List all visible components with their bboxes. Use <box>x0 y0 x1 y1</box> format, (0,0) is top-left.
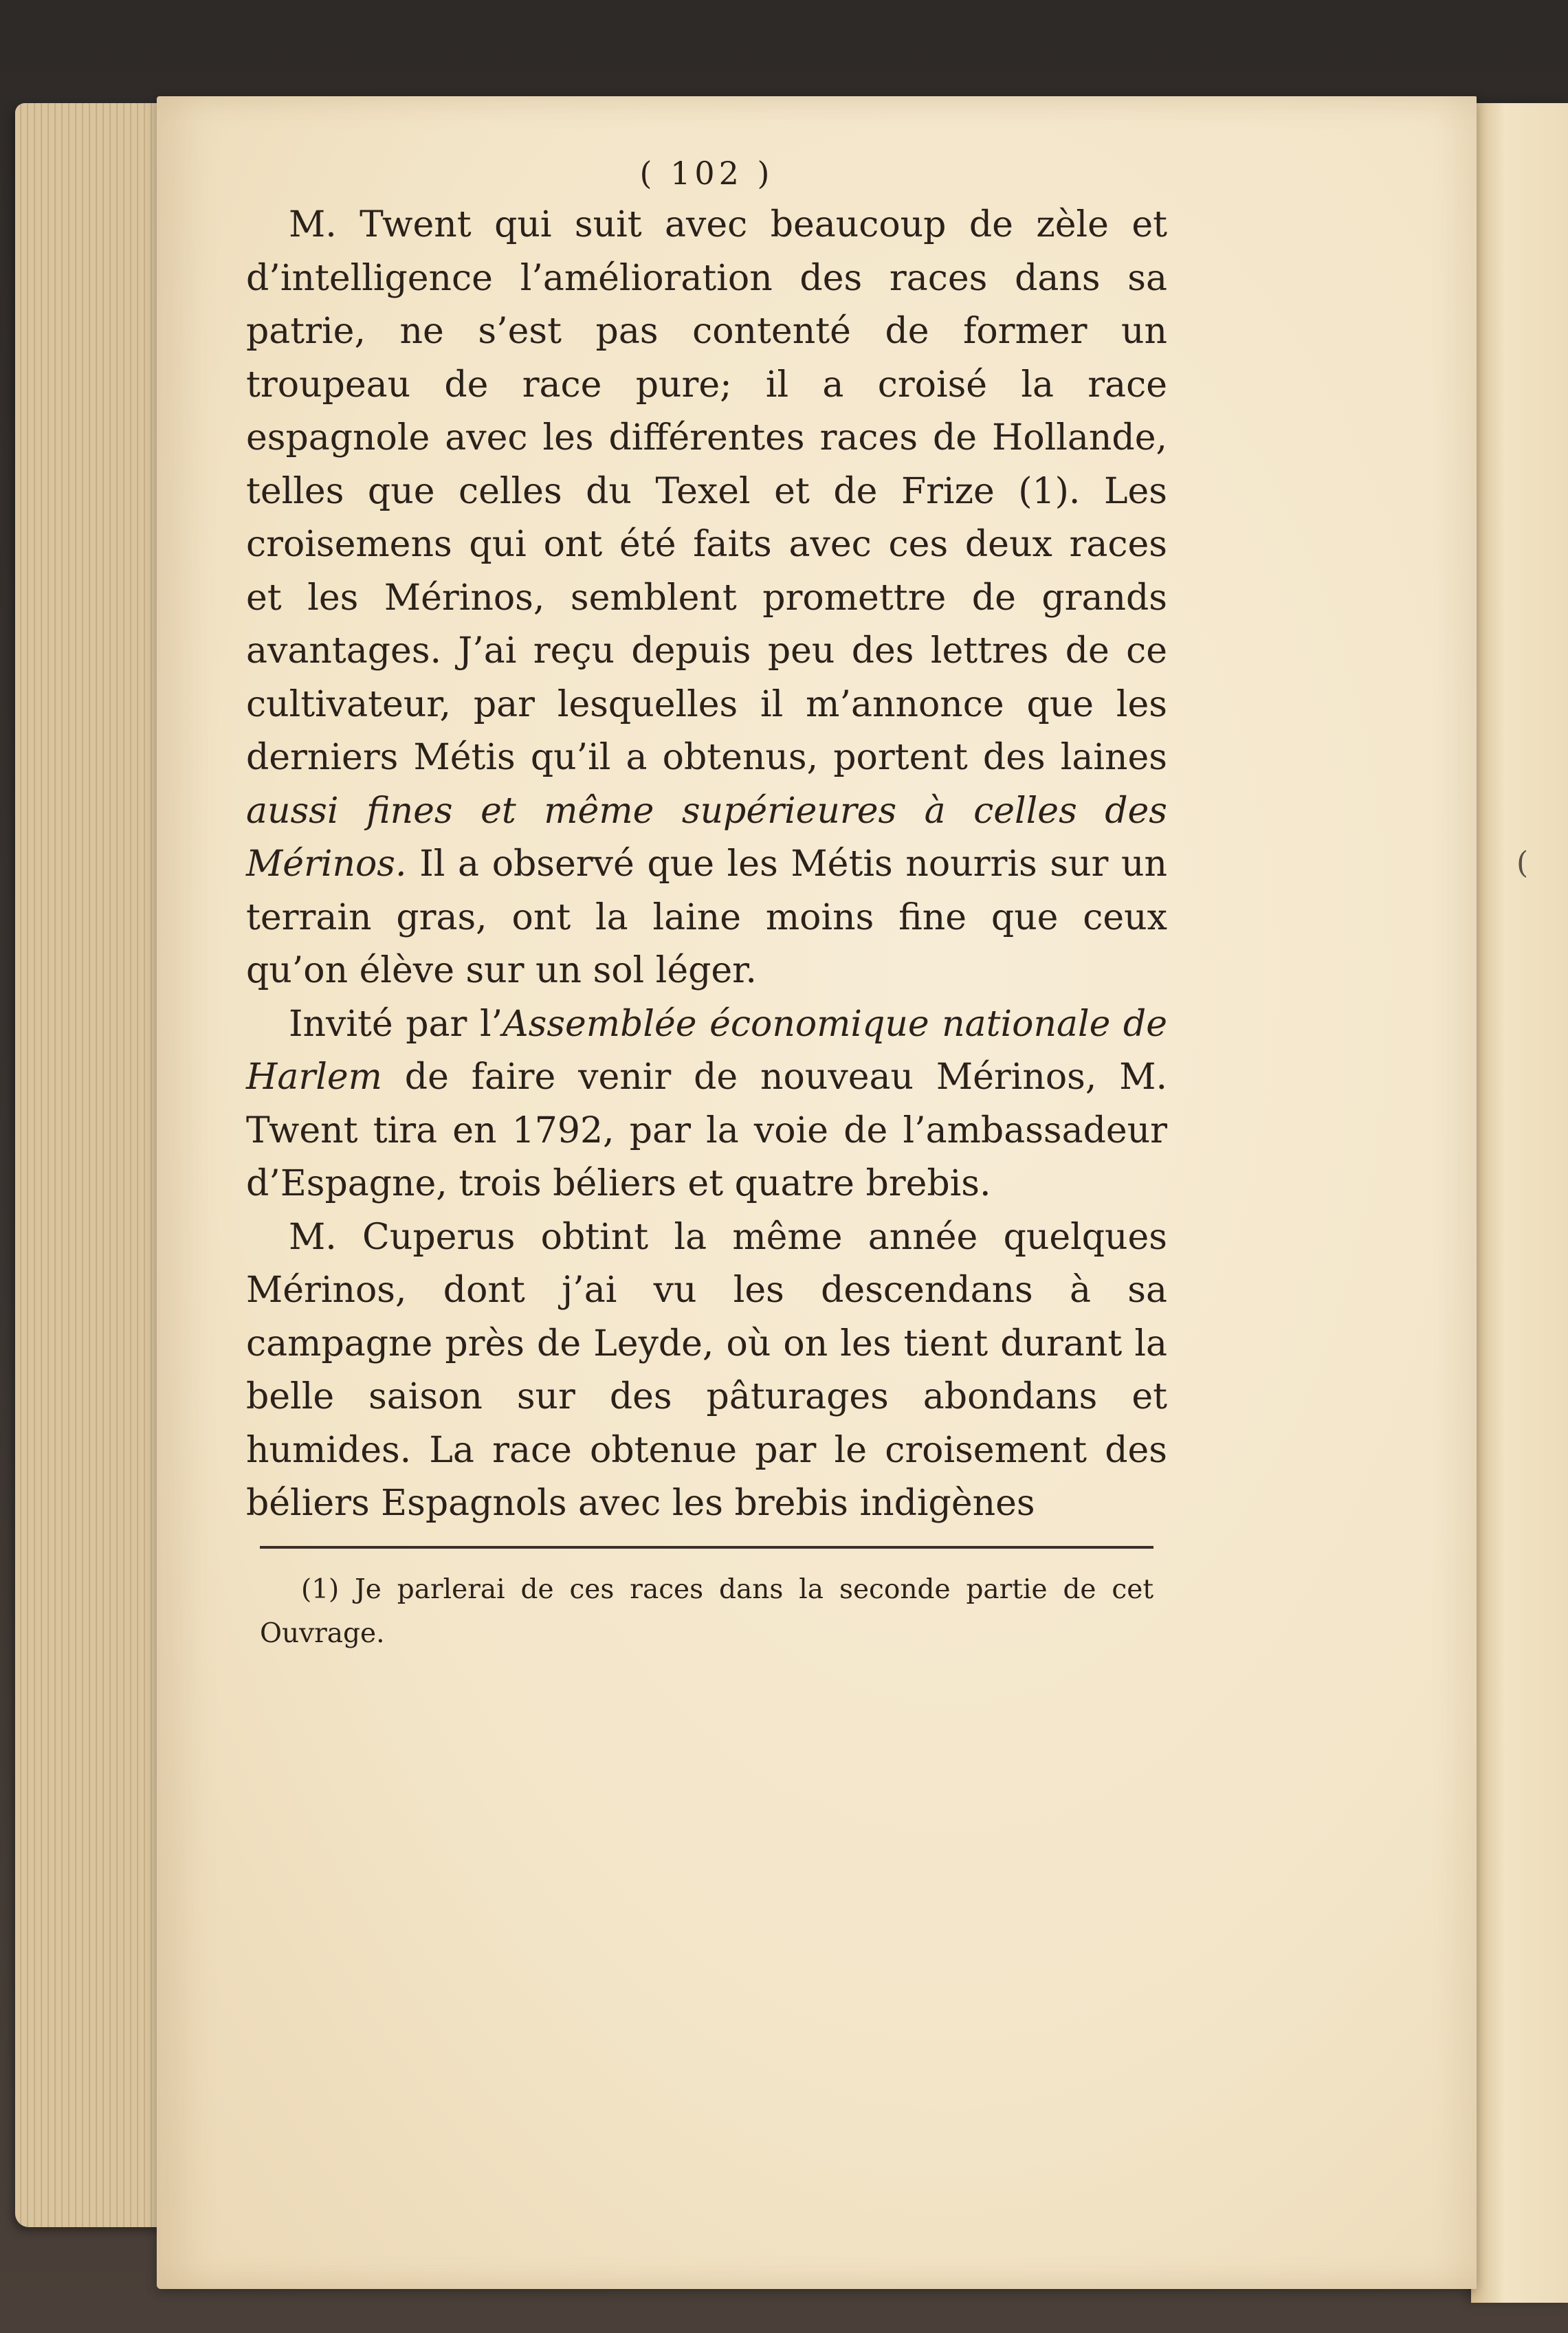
paragraph-2-italic: Assemblée économique nationale de Harlem <box>246 1003 1167 1098</box>
paragraph-2-tail: de faire venir de nouveau Mérinos, M. Twent tira en 1792, par la voie de l’ambassadeur d’Espagne, trois béliers et quatre brebis. <box>246 1057 1167 1204</box>
paragraph-1 <box>246 199 1167 998</box>
paragraph-1-italic: aussi fines et même supérieures à celles des Mérinos. <box>246 790 1167 885</box>
paragraph-3: M. Cuperus obtint la même année quelques Mérinos, dont j’ai vu les descendans à sa campagne près de Leyde, où on les tient durant la belle saison sur des pâturages abondans et humides. La race obtenue par le croisement des béliers Espagnols avec les brebis indigènes <box>246 1216 1167 1524</box>
page-number: ( 102 ) <box>639 155 774 192</box>
facing-page-glyph: ( <box>1516 845 1529 881</box>
paragraph-2 <box>246 998 1167 1211</box>
paragraph-1-tail: Il a observé que les Métis nourris sur un terrain gras, ont la laine moins fine que ceux qu’on élève sur un sol léger. <box>246 843 1167 991</box>
page-text <box>246 155 1167 1656</box>
footnote: (1) Je parlerai de ces races dans la seconde partie de cet Ouvrage. <box>260 1573 1153 1649</box>
paragraph-1-text: M. Twent qui suit avec beaucoup de zèle et d’intelligence l’amélioration des races dans sa patrie, ne s’est pas contenté de former un troupeau de race pure; il a croisé la race espagnole avec les différentes races de Hollande, telles que celles du Texel et de Frize (1). Les croisemens qui ont été faits avec ces deux races et les Mérinos, semblent promettre de grands avantages. J’ai reçu depuis peu des lettres de ce cultivateur, par lesquelles il m’annonce que les derniers Métis qu’il a obtenus, portent des laines <box>246 204 1167 778</box>
paragraph-2-text: Invité par l’ <box>289 1003 503 1045</box>
facing-page-edge <box>1471 103 1568 2303</box>
footnote-rule <box>260 1546 1153 1549</box>
